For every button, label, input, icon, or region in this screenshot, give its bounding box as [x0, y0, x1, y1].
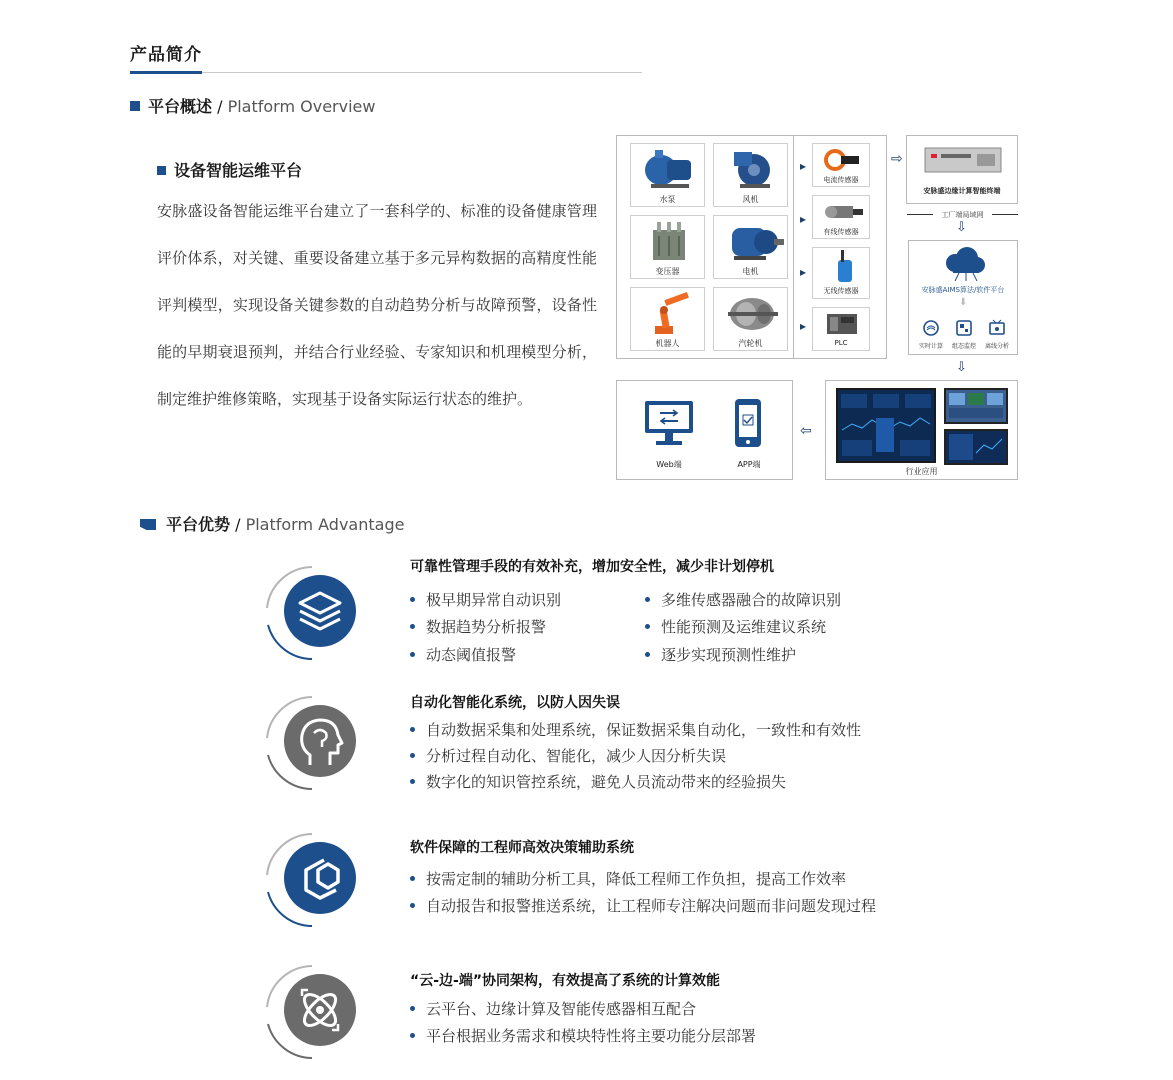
- sensor-label: 有线传感器: [823, 228, 859, 236]
- title-divider: [130, 72, 642, 73]
- industry-app-label: 行业应用: [905, 467, 938, 476]
- layers-icon: [262, 563, 362, 663]
- equipment-label: 风机: [742, 195, 759, 204]
- advantage-item-title: “云-边-端”协同架构，有效提高了系统的计算效能: [410, 973, 721, 989]
- smartphone-icon: [733, 397, 763, 451]
- cloud-platform-box: [908, 240, 1018, 355]
- advantage-bullet: 多维传感器融合的故障识别: [645, 589, 841, 610]
- advantage-bullet: 数据趋势分析报警: [410, 616, 546, 637]
- square-bullet-icon: [130, 101, 140, 111]
- clients-box: [616, 380, 793, 480]
- realtime-compute-icon: [922, 319, 940, 337]
- arrow-down-gray-icon: ⬇: [959, 297, 968, 308]
- advantage-bullet: 自动数据采集和处理系统，保证数据采集自动化，一致性和有效性: [410, 719, 861, 740]
- function-label: 离线分析: [984, 343, 1009, 350]
- overview-title-en: Platform Overview: [227, 97, 376, 116]
- fan-icon: [714, 144, 789, 194]
- equipment-label: 水泵: [659, 195, 676, 204]
- transformer-icon: [631, 216, 706, 266]
- edge-terminal-box: [906, 135, 1018, 204]
- advantage-bullet: 数字化的知识管控系统，避免人员流动带来的经验损失: [410, 771, 786, 792]
- arrow-right-icon: ▸: [800, 265, 807, 279]
- function-label: 实时计算: [918, 343, 943, 350]
- config-monitor-icon: [955, 319, 973, 337]
- equipment-robot: [630, 287, 705, 351]
- dashboard-screen-small-2: [944, 429, 1008, 465]
- advantage-bullet: 平台根据业务需求和模块特性将主要功能分层部署: [410, 1025, 756, 1046]
- advantage-bullet: 分析过程自动化、智能化，减少人因分析失误: [410, 745, 726, 766]
- client-label-web: Web端: [656, 460, 682, 469]
- arrow-right-icon: ▸: [800, 212, 807, 226]
- advantage-bullet: 按需定制的辅助分析工具，降低工程师工作负担，提高工作效率: [410, 868, 846, 889]
- heading-separator: /: [212, 97, 228, 116]
- arrow-down-outline-icon: ⇩: [956, 220, 967, 235]
- equipment-transformer: [630, 215, 705, 279]
- motor-icon: [714, 216, 789, 266]
- arrow-right-icon: ▸: [800, 319, 807, 333]
- function-row: [915, 319, 1013, 351]
- arrow-right-outline-icon: ⇨: [891, 151, 903, 167]
- monitor-icon: [642, 398, 696, 450]
- overview-subtitle-text: 设备智能运维平台: [174, 161, 303, 180]
- atom-icon: [262, 962, 362, 1062]
- advantage-title-en: Platform Advantage: [245, 515, 405, 534]
- advantage-bullet: 动态阈值报警: [410, 644, 516, 665]
- overview-subtitle: [157, 158, 302, 181]
- offline-analysis-icon: [988, 319, 1006, 337]
- dashboard-small-graphic-icon: [946, 390, 1006, 422]
- head-icon: [262, 693, 362, 793]
- equipment-label: 电机: [742, 267, 759, 276]
- advantage-heading: [140, 512, 404, 535]
- advantage-item-title: 自动化智能化系统，以防人因失误: [410, 695, 620, 711]
- advantage-bullet: 逐步实现预测性维护: [645, 644, 796, 665]
- client-label-app: APP端: [737, 460, 761, 469]
- function-label: 组态监控: [951, 343, 976, 350]
- advantage-bullet: 极早期异常自动识别: [410, 589, 561, 610]
- equipment-turbine: [713, 287, 788, 351]
- equipment-motor: [713, 215, 788, 279]
- advantage-bullet: 自动报告和报警推送系统，让工程师专注解决问题而非问题发现过程: [410, 895, 876, 916]
- equipment-fan: [713, 143, 788, 207]
- equipment-label: 机器人: [655, 339, 680, 348]
- advantage-title-zh: 平台优势: [166, 515, 231, 534]
- heading-separator: /: [230, 515, 246, 534]
- equipment-label: 汽轮机: [738, 339, 763, 348]
- equipment-pump: [630, 143, 705, 207]
- page-title: 产品简介: [130, 45, 202, 65]
- arrow-down-outline-icon: ⇩: [956, 360, 967, 375]
- flag-bullet-icon: [140, 519, 156, 530]
- edge-device-icon: [907, 138, 1019, 182]
- dashboard-small-graphic-icon: [946, 431, 1006, 463]
- overview-title-zh: 平台概述: [148, 97, 213, 116]
- equipment-group: [616, 135, 859, 359]
- advantage-item-title: 可靠性管理手段的有效补充，增加安全性，减少非计划停机: [410, 559, 774, 575]
- title-divider-accent: [130, 71, 202, 74]
- advantage-item-title: 软件保障的工程师高效决策辅助系统: [410, 840, 634, 856]
- overview-heading: [130, 94, 375, 117]
- sensor-label: PLC: [834, 339, 848, 347]
- network-line: [907, 211, 1018, 219]
- equipment-label: 变压器: [655, 267, 680, 276]
- pump-icon: [631, 144, 706, 194]
- cloud-icon: [909, 243, 1019, 283]
- edge-terminal-label: 安脉盛边缘计算智能终端: [923, 187, 1001, 195]
- advantage-bullet: 云平台、边缘计算及智能传感器相互配合: [410, 998, 696, 1019]
- advantage-bullet: 性能预测及运维建议系统: [645, 616, 826, 637]
- sensor-label: 电流传感器: [823, 176, 859, 184]
- dashboard-screen: [836, 388, 936, 463]
- sensor-group: [794, 135, 887, 359]
- industry-app-box: [825, 380, 1018, 480]
- square-bullet-icon: [157, 166, 166, 175]
- turbine-icon: [714, 288, 789, 338]
- overview-description: 安脉盛设备智能运维平台建立了一套科学的、标准的设备健康管理评价体系，对关键、重要设备建立基于多元异构数据的高精度性能评判模型，实现设备关键参数的自动趋势分析与故障预警，设备性能的早期衰退预判，并结合行业经验、专家知识和机理模型分析，制定维护维修策略，实现基于设备实际运行状态的维护。: [157, 202, 597, 408]
- dashboard-graphic-icon: [838, 390, 934, 461]
- arrow-right-icon: ▸: [800, 159, 807, 173]
- arrow-left-outline-icon: ⇦: [800, 423, 812, 439]
- cloud-platform-label: 安脉盛AIMS算法/软件平台: [921, 286, 1005, 294]
- robot-arm-icon: [631, 288, 706, 338]
- sensor-label: 无线传感器: [823, 287, 859, 295]
- dashboard-screen-small: [944, 388, 1008, 424]
- cube-icon: [262, 830, 362, 930]
- network-label: 工厂端局域网: [941, 211, 984, 219]
